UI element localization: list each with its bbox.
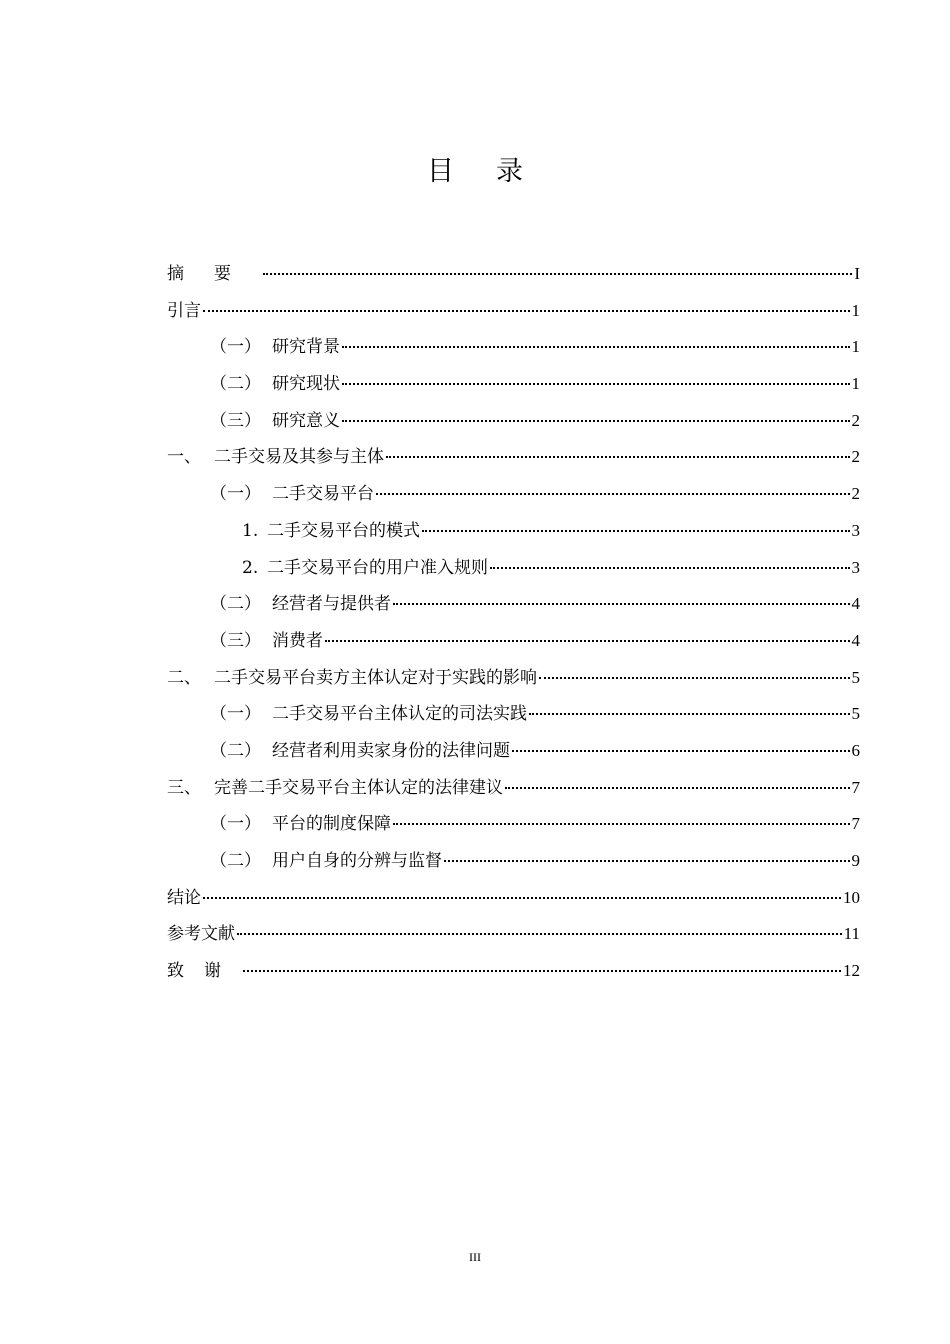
toc-entry-page: 6	[851, 740, 860, 760]
toc-entry-text: 二手交易平台的用户准入规则	[267, 557, 488, 578]
dot-leader	[490, 567, 850, 569]
toc-entry[interactable]	[167, 843, 860, 880]
toc-entry-text: 研究现状	[272, 374, 340, 395]
dot-leader	[263, 273, 852, 275]
toc-entry-text: 研究意义	[272, 410, 340, 431]
dot-leader	[376, 493, 850, 495]
toc-entry-page: 9	[851, 851, 860, 870]
dot-leader	[393, 823, 850, 825]
toc-entry-page: 4	[851, 630, 860, 650]
page-number-footer: III	[469, 1250, 481, 1264]
toc-entry[interactable]	[167, 403, 860, 440]
toc-entry-page: 11	[843, 924, 860, 944]
dot-leader	[342, 420, 850, 422]
toc-entry-text: 二手交易平台的模式	[267, 520, 420, 541]
toc-entry-number: （一）	[210, 484, 261, 505]
toc-entry-text: 摘要	[167, 264, 261, 284]
toc-entry[interactable]	[167, 806, 860, 843]
toc-entry-number: 三、	[167, 777, 201, 798]
toc-entry-number: 2.	[242, 557, 259, 578]
toc-entry-page: 3	[851, 520, 860, 540]
dot-leader	[203, 310, 850, 312]
dot-leader	[512, 750, 850, 752]
toc-entry-page: 7	[851, 814, 860, 834]
toc-entry-number: （二）	[210, 594, 261, 615]
toc-entry-page: 12	[843, 961, 860, 981]
toc-entry[interactable]	[167, 513, 860, 550]
toc-entry-number: （二）	[210, 851, 261, 871]
dot-leader	[505, 787, 850, 789]
toc-entry-text: 消费者	[272, 630, 323, 651]
toc-entry-number: （三）	[210, 630, 261, 651]
toc-entry-number: （二）	[210, 740, 261, 761]
toc-entry-text: 用户自身的分辨与监督	[272, 851, 442, 871]
toc-entry-page: 5	[851, 704, 860, 724]
toc-entry-text: 结论	[167, 887, 201, 908]
toc-entry-page: 1	[851, 374, 860, 394]
toc-entry-page: 1	[851, 337, 860, 357]
dot-leader	[203, 897, 841, 899]
toc-entry[interactable]	[167, 329, 860, 366]
dot-leader	[342, 383, 850, 385]
toc-entry-text: 参考文献	[167, 924, 235, 945]
toc-entry-page: 7	[851, 777, 860, 797]
dot-leader	[539, 677, 850, 679]
toc-entry-page: 1	[851, 300, 860, 320]
dot-leader	[529, 713, 850, 715]
toc-entry-number: 一、	[167, 447, 201, 468]
toc-entry-page: 4	[851, 594, 860, 614]
toc-entry-text: 二手交易及其参与主体	[214, 447, 384, 468]
toc-entry[interactable]	[167, 623, 860, 660]
toc-entry-text: 完善二手交易平台主体认定的法律建议	[214, 777, 503, 798]
dot-leader	[386, 456, 850, 458]
toc-entry-page: I	[854, 264, 860, 283]
toc-entry[interactable]	[167, 550, 860, 587]
toc-entry-number: （一）	[210, 814, 261, 835]
table-of-contents	[167, 256, 860, 990]
toc-entry-number: （一）	[210, 337, 261, 358]
toc-entry-page: 2	[851, 410, 860, 430]
page-title: 目录	[427, 156, 565, 187]
toc-entry-number: （三）	[210, 410, 261, 431]
toc-entry-number: 1.	[242, 520, 259, 541]
toc-entry[interactable]	[167, 439, 860, 476]
toc-entry-number: 二、	[167, 667, 201, 688]
toc-entry-text: 经营者与提供者	[272, 594, 391, 615]
dot-leader	[325, 640, 850, 642]
toc-entry[interactable]	[167, 366, 860, 403]
dot-leader	[422, 530, 850, 532]
toc-entry[interactable]	[167, 916, 860, 953]
toc-entry[interactable]	[167, 953, 860, 990]
toc-entry[interactable]	[167, 293, 860, 330]
toc-entry-page: 10	[843, 887, 860, 907]
toc-entry[interactable]	[167, 660, 860, 697]
toc-entry-text: 研究背景	[272, 337, 340, 358]
toc-entry-page: 2	[851, 484, 860, 504]
dot-leader	[237, 933, 842, 935]
toc-entry-text: 二手交易平台主体认定的司法实践	[272, 704, 527, 725]
toc-entry-number: （一）	[210, 704, 261, 725]
toc-entry-page: 3	[851, 557, 860, 577]
toc-entry-text: 平台的制度保障	[272, 814, 391, 835]
dot-leader	[444, 860, 850, 862]
toc-entry[interactable]	[167, 696, 860, 733]
toc-entry-text: 引言	[167, 300, 201, 321]
dot-leader	[243, 970, 841, 972]
toc-entry-text: 经营者利用卖家身份的法律问题	[272, 740, 510, 761]
toc-entry-text: 二手交易平台卖方主体认定对于实践的影响	[214, 667, 537, 688]
toc-entry-number: （二）	[210, 374, 261, 395]
dot-leader	[342, 346, 850, 348]
dot-leader	[393, 603, 850, 605]
toc-entry[interactable]	[167, 256, 860, 293]
toc-entry-page: 5	[851, 667, 860, 687]
toc-entry[interactable]	[167, 586, 860, 623]
toc-entry[interactable]	[167, 733, 860, 770]
toc-entry[interactable]	[167, 770, 860, 807]
toc-entry-text: 二手交易平台	[272, 484, 374, 505]
toc-entry[interactable]	[167, 476, 860, 513]
toc-entry[interactable]	[167, 880, 860, 917]
toc-entry-text: 致谢	[167, 961, 241, 982]
toc-entry-page: 2	[851, 447, 860, 467]
